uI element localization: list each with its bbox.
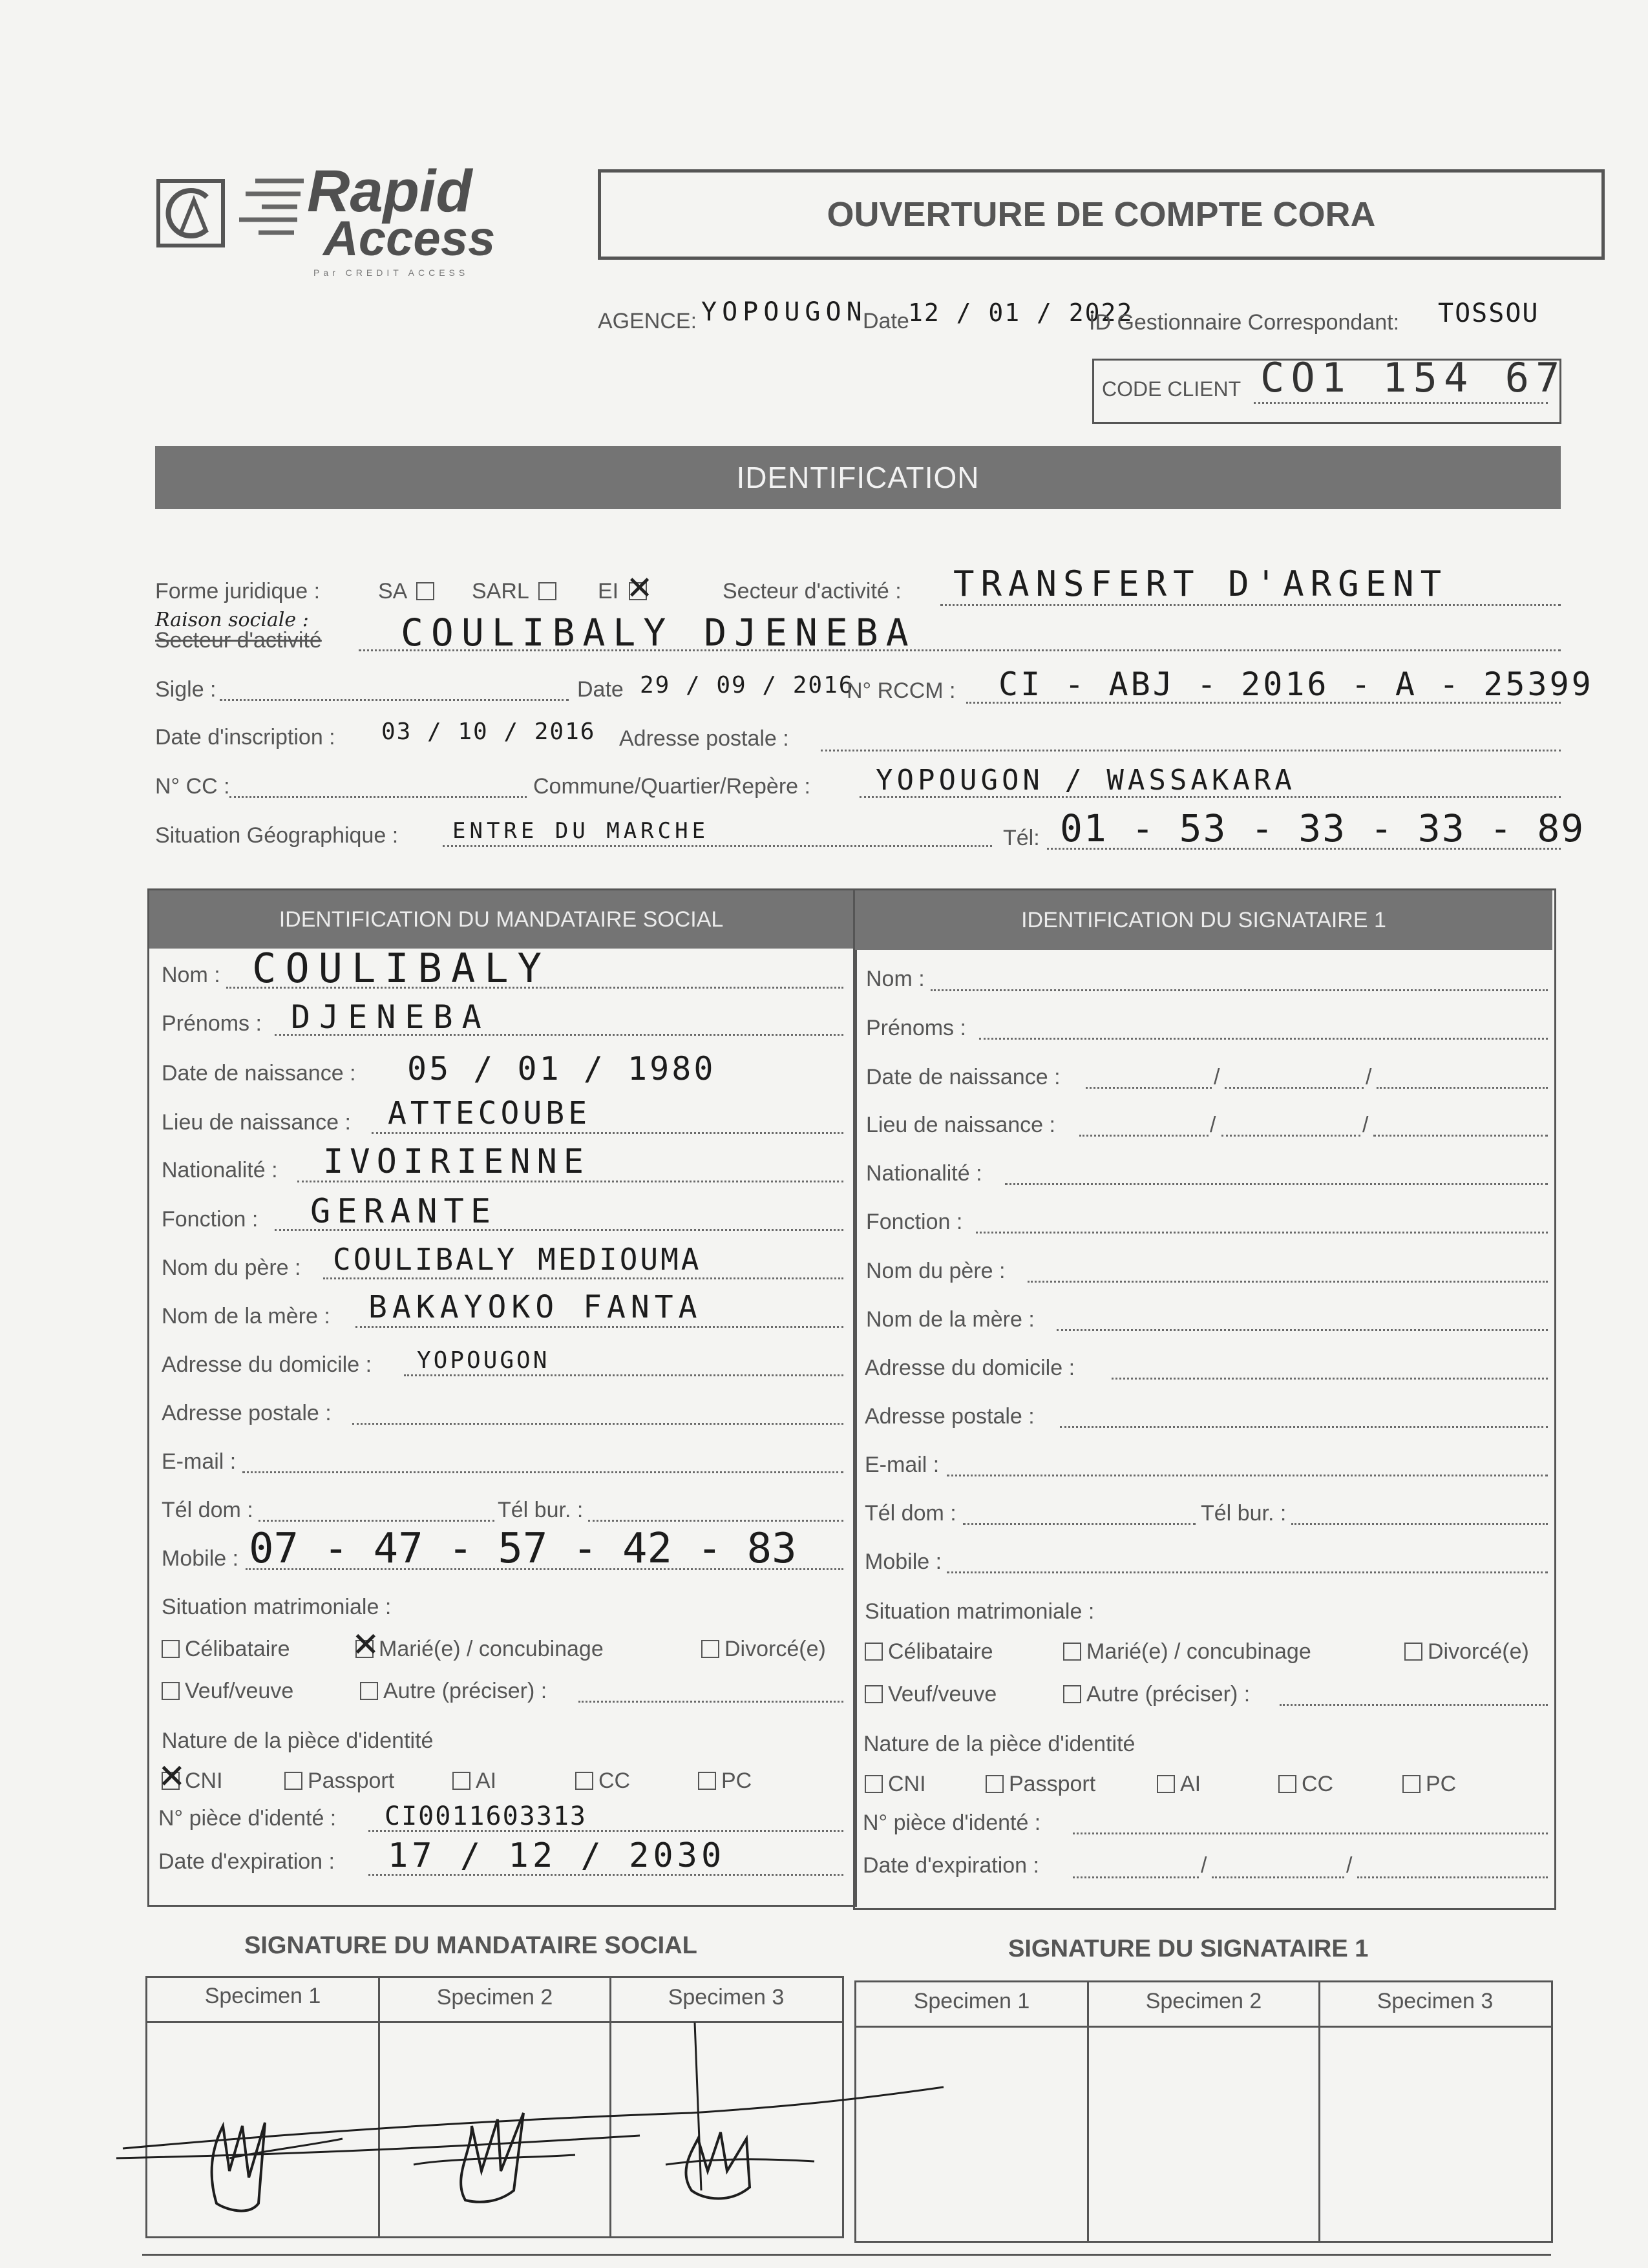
m-pere-label: Nom du père : xyxy=(162,1255,301,1280)
m-pere-value[interactable]: COULIBALY MEDIOUMA xyxy=(333,1242,702,1277)
sarl-checkbox[interactable] xyxy=(538,582,556,600)
m-fonction-label: Fonction : xyxy=(162,1207,259,1232)
m-mere-label: Nom de la mère : xyxy=(162,1304,330,1328)
s-veuf-checkbox[interactable] xyxy=(865,1685,883,1703)
s-nationalite-label: Nationalité : xyxy=(866,1161,982,1186)
s-mobile-label: Mobile : xyxy=(865,1549,942,1574)
agence-label: AGENCE: xyxy=(598,309,697,333)
id-gestionnaire-value[interactable]: TOSSOU xyxy=(1438,299,1539,328)
m-email-label: E-mail : xyxy=(162,1449,237,1474)
s-fonction-label: Fonction : xyxy=(866,1210,963,1234)
s-veuf-label: Veuf/veuve xyxy=(888,1682,997,1706)
m-postale-label: Adresse postale : xyxy=(162,1401,332,1425)
m-divorce-label: Divorcé(e) xyxy=(724,1637,826,1661)
s-specimen-1-label: Specimen 1 xyxy=(913,1989,1030,2013)
s-expiration-label: Date d'expiration : xyxy=(863,1853,1039,1878)
s-celib-checkbox[interactable] xyxy=(865,1643,883,1661)
tel-value[interactable]: 01 - 53 - 33 - 33 - 89 xyxy=(1060,806,1585,850)
s-email-label: E-mail : xyxy=(865,1453,940,1477)
m-veuf-label: Veuf/veuve xyxy=(185,1679,294,1703)
identification-header: IDENTIFICATION xyxy=(155,446,1561,509)
s-teldom-label: Tél dom : xyxy=(865,1501,956,1526)
m-piece-label: Nature de la pièce d'identité xyxy=(162,1728,434,1753)
m-teldom-label: Tél dom : xyxy=(162,1498,253,1522)
s-ai-label: AI xyxy=(1180,1772,1201,1796)
m-telbur-label: Tél bur. : xyxy=(498,1498,584,1522)
s-marie-checkbox[interactable] xyxy=(1063,1643,1081,1661)
s-pere-label: Nom du père : xyxy=(866,1259,1006,1283)
option-ei: EI xyxy=(598,579,619,604)
s-passport-label: Passport xyxy=(1009,1772,1096,1796)
identification-date-value[interactable]: 29 / 09 / 2016 xyxy=(640,672,854,698)
logo-tagline: Par CREDIT ACCESS xyxy=(313,268,469,278)
s-specimen-2-label: Specimen 2 xyxy=(1145,1989,1262,2013)
s-matri-label: Situation matrimoniale : xyxy=(865,1599,1095,1624)
m-matri-label: Situation matrimoniale : xyxy=(162,1595,392,1619)
s-specimen-3-label: Specimen 3 xyxy=(1377,1989,1494,2013)
m-expiration-label: Date d'expiration : xyxy=(158,1849,335,1874)
m-nationalite-value[interactable]: IVOIRIENNE xyxy=(323,1142,591,1181)
s-marie-label: Marié(e) / concubinage xyxy=(1086,1639,1311,1664)
m-pc-label: PC xyxy=(721,1769,752,1793)
m-lieu-value[interactable]: ATTECOUBE xyxy=(388,1095,591,1131)
logo-mark-icon xyxy=(155,178,226,249)
m-cc-checkbox[interactable] xyxy=(575,1772,593,1790)
s-npiece-label: N° pièce d'identé : xyxy=(863,1811,1041,1835)
m-pc-checkbox[interactable] xyxy=(698,1772,716,1790)
s-telbur-label: Tél bur. : xyxy=(1201,1501,1287,1526)
m-ai-checkbox[interactable] xyxy=(452,1772,470,1790)
id-gestionnaire-label: ID Gestionnaire Correspondant: xyxy=(1089,310,1400,335)
m-expiration-value[interactable]: 17 / 12 / 2030 xyxy=(388,1836,726,1875)
m-specimen-2-label: Specimen 2 xyxy=(436,1985,553,2010)
m-divorce-checkbox[interactable] xyxy=(701,1640,719,1658)
raison-sociale-label: Raison sociale : xyxy=(155,609,309,631)
situation-geo-label: Situation Géographique : xyxy=(155,823,399,848)
date-inscription-value[interactable]: 03 / 10 / 2016 xyxy=(381,719,596,745)
m-mobile-value[interactable]: 07 - 47 - 57 - 42 - 83 xyxy=(249,1525,797,1573)
mandataire-header: IDENTIFICATION DU MANDATAIRE SOCIAL xyxy=(149,890,853,949)
s-prenoms-label: Prénoms : xyxy=(866,1016,966,1040)
s-cni-label: CNI xyxy=(888,1772,926,1796)
m-naissance-value[interactable]: 05 / 01 / 1980 xyxy=(407,1050,716,1087)
m-nom-value[interactable]: COULIBALY xyxy=(252,945,551,992)
s-divorce-label: Divorcé(e) xyxy=(1428,1639,1529,1664)
m-domicile-label: Adresse du domicile : xyxy=(162,1352,372,1377)
mandataire-panel xyxy=(147,888,857,1907)
m-mere-value[interactable]: BAKAYOKO FANTA xyxy=(368,1289,703,1325)
s-cni-checkbox[interactable] xyxy=(865,1775,883,1793)
m-passport-label: Passport xyxy=(308,1769,395,1793)
m-celib-checkbox[interactable] xyxy=(162,1640,180,1658)
m-npiece-label: N° pièce d'identé : xyxy=(158,1806,337,1831)
agence-value[interactable]: YOPOUGON xyxy=(701,297,867,327)
m-specimen-3-label: Specimen 3 xyxy=(668,1985,785,2010)
s-divorce-checkbox[interactable] xyxy=(1404,1643,1422,1661)
s-cc-checkbox[interactable] xyxy=(1278,1775,1296,1793)
date-inscription-label: Date d'inscription : xyxy=(155,725,335,750)
m-cc-label: CC xyxy=(598,1769,631,1793)
rccm-label: N° RCCM : xyxy=(847,678,956,703)
m-naissance-label: Date de naissance : xyxy=(162,1061,356,1086)
s-autre-checkbox[interactable] xyxy=(1063,1685,1081,1703)
m-passport-checkbox[interactable] xyxy=(284,1772,302,1790)
code-client-value[interactable]: CO1 154 67 xyxy=(1260,354,1567,401)
m-cni-label: CNI xyxy=(185,1769,223,1793)
s-autre-label: Autre (préciser) : xyxy=(1086,1682,1251,1706)
forme-juridique-label: Forme juridique : xyxy=(155,579,321,604)
m-nationalite-label: Nationalité : xyxy=(162,1158,278,1182)
code-client-label: CODE CLIENT xyxy=(1102,377,1241,401)
commune-label: Commune/Quartier/Repère : xyxy=(533,774,810,799)
signataire-header: IDENTIFICATION DU SIGNATAIRE 1 xyxy=(855,890,1552,950)
secteur-activite-value[interactable]: TRANSFERT D'ARGENT xyxy=(953,563,1448,604)
logo-name: Rapid xyxy=(307,158,472,224)
s-celib-label: Célibataire xyxy=(888,1639,993,1664)
m-ai-label: AI xyxy=(476,1769,497,1793)
m-celib-label: Célibataire xyxy=(185,1637,290,1661)
m-fonction-value[interactable]: GERANTE xyxy=(310,1192,498,1231)
sa-checkbox[interactable] xyxy=(416,582,434,600)
option-sarl: SARL xyxy=(472,579,529,604)
m-marie-label: Marié(e) / concubinage xyxy=(379,1637,604,1661)
adresse-postale-label: Adresse postale : xyxy=(619,726,789,751)
s-nom-label: Nom : xyxy=(866,967,925,991)
identification-date-label: Date xyxy=(577,677,624,702)
rccm-value[interactable]: CI - ABJ - 2016 - A - 25399 xyxy=(998,666,1594,703)
form-title-box xyxy=(598,169,1605,260)
m-prenoms-value[interactable]: DJENEBA xyxy=(291,998,491,1036)
raison-struck-label: Secteur d'activité xyxy=(155,628,322,653)
handwritten-signatures-icon xyxy=(110,2010,969,2255)
m-mobile-label: Mobile : xyxy=(162,1546,239,1571)
speed-lines-icon xyxy=(236,174,307,246)
logo xyxy=(155,158,517,284)
option-sa: SA xyxy=(378,579,407,604)
s-pc-label: PC xyxy=(1426,1772,1457,1796)
m-veuf-checkbox[interactable] xyxy=(162,1682,180,1700)
s-passport-checkbox[interactable] xyxy=(986,1775,1004,1793)
form-title: OUVERTURE DE COMPTE CORA xyxy=(827,195,1376,234)
m-specimen-1-label: Specimen 1 xyxy=(204,1984,321,2008)
m-prenoms-label: Prénoms : xyxy=(162,1011,262,1036)
s-domicile-label: Adresse du domicile : xyxy=(865,1356,1075,1380)
m-lieu-label: Lieu de naissance : xyxy=(162,1110,351,1135)
secteur-activite-label: Secteur d'activité : xyxy=(723,579,902,604)
s-mere-label: Nom de la mère : xyxy=(866,1307,1035,1332)
signature-mandataire-title: SIGNATURE DU MANDATAIRE SOCIAL xyxy=(244,1932,697,1959)
header-date-value[interactable]: 12 / 01 / 2022 xyxy=(908,299,1134,327)
s-postale-label: Adresse postale : xyxy=(865,1404,1035,1429)
s-cc-label: CC xyxy=(1302,1772,1334,1796)
m-npiece-value[interactable]: CI0011603313 xyxy=(385,1801,587,1831)
s-ai-checkbox[interactable] xyxy=(1157,1775,1175,1793)
sigle-label: Sigle : xyxy=(155,677,217,702)
ncc-label: N° CC : xyxy=(155,774,230,799)
m-marie-checkbox-checked[interactable]: ✕ xyxy=(352,1626,380,1664)
m-nom-label: Nom : xyxy=(162,963,220,987)
m-autre-label: Autre (préciser) : xyxy=(383,1679,547,1703)
signature-signataire-title: SIGNATURE DU SIGNATAIRE 1 xyxy=(1008,1935,1369,1962)
logo-name-2: Access xyxy=(323,211,496,266)
s-lieu-label: Lieu de naissance : xyxy=(866,1113,1055,1137)
m-domicile-value[interactable]: YOPOUGON xyxy=(417,1347,550,1374)
raison-sociale-value[interactable]: COULIBALY DJENEBA xyxy=(401,611,916,655)
commune-value[interactable]: YOPOUGON / WASSAKARA xyxy=(876,764,1296,797)
s-pc-checkbox[interactable] xyxy=(1402,1775,1421,1793)
ei-checkbox-checked[interactable]: ✕ xyxy=(626,570,653,607)
s-piece-label: Nature de la pièce d'identité xyxy=(863,1732,1136,1756)
m-autre-checkbox[interactable] xyxy=(360,1682,378,1700)
m-cni-checkbox-checked[interactable]: ✕ xyxy=(158,1758,186,1796)
situation-geo-value[interactable]: ENTRE DU MARCHE xyxy=(452,818,710,844)
header-date-label: Date xyxy=(863,309,909,333)
tel-label: Tél: xyxy=(1003,826,1040,850)
s-naissance-label: Date de naissance : xyxy=(866,1065,1061,1089)
